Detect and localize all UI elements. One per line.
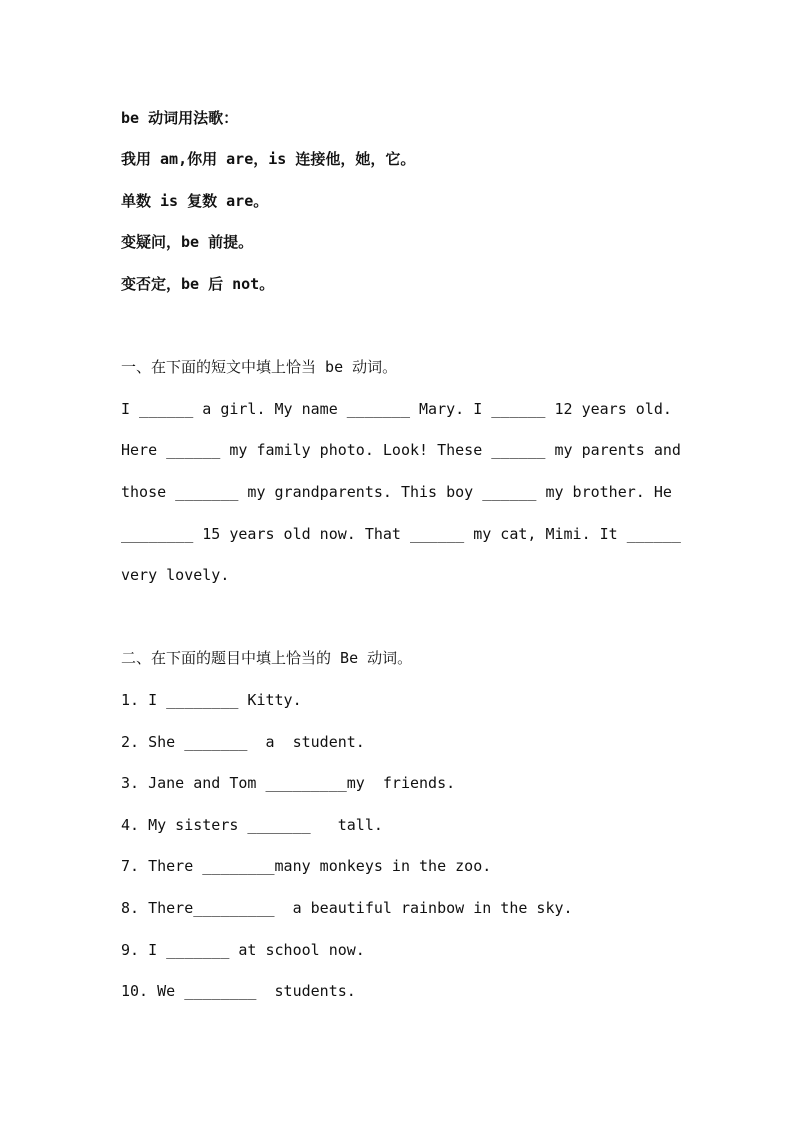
exercise-item: 9. I _______ at school now.: [121, 941, 365, 959]
exercise-item: 4. My sisters _______ tall.: [121, 816, 383, 834]
song-line: 单数 is 复数 are。: [121, 192, 269, 210]
song-line: 我用 am,你用 are，is 连接他，她，它。: [121, 150, 416, 168]
exercise-item: 10. We ________ students.: [121, 982, 356, 1000]
passage-line: Here ______ my family photo. Look! These ______ my parents and: [121, 441, 681, 459]
passage-line: those _______ my grandparents. This boy ______ my brother. He: [121, 483, 672, 501]
song-title: be 动词用法歌：: [121, 109, 239, 127]
exercise-item: 3. Jane and Tom _________my friends.: [121, 774, 456, 792]
exercise-item: 1. I ________ Kitty.: [121, 691, 302, 709]
exercise-item: 8. There_________ a beautiful rainbow in the sky.: [121, 899, 573, 917]
exercise-item: 7. There ________many monkeys in the zoo.: [121, 857, 492, 875]
section-1-heading: 一、在下面的短文中填上恰当 be 动词。: [121, 358, 398, 376]
section-2-heading: 二、在下面的题目中填上恰当的 Be 动词。: [121, 649, 413, 667]
exercise-item: 2. She _______ a student.: [121, 733, 365, 751]
song-line: 变否定，be 后 not。: [121, 275, 275, 293]
passage-line: I ______ a girl. My name _______ Mary. I ______ 12 years old.: [121, 400, 672, 418]
passage-line: ________ 15 years old now. That ______ my cat, Mimi. It ______: [121, 525, 681, 543]
passage-line: very lovely.: [121, 566, 230, 584]
song-line: 变疑问，be 前提。: [121, 233, 254, 251]
